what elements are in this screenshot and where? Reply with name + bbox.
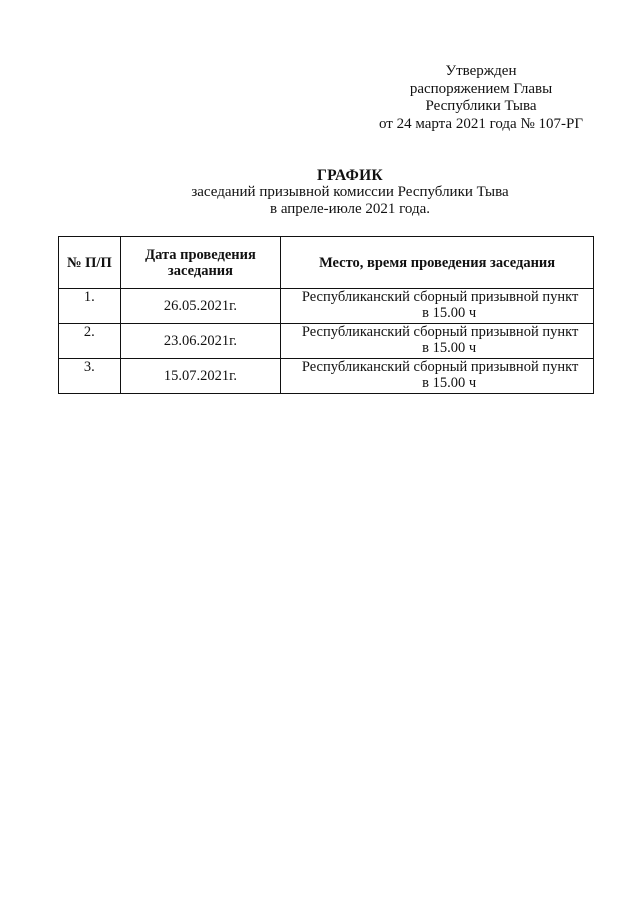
approval-block (355, 63, 607, 133)
approval-line: Утвержден (445, 63, 517, 79)
row-place-location: Республиканский сборный призывной пункт (301, 359, 579, 375)
header-date: Дата проведения заседания (120, 237, 280, 289)
table-row (59, 324, 594, 359)
table-row (59, 359, 594, 394)
schedule-table (58, 236, 594, 394)
row-place-location: Республиканский сборный призывной пункт (301, 289, 579, 305)
table-header-row (59, 237, 594, 289)
row-place-location: Республиканский сборный призывной пункт (301, 324, 579, 340)
row-number: 2. (59, 324, 121, 359)
document-subtitle: заседаний призывной комиссии Республики Тыва (191, 184, 509, 200)
document-title: ГРАФИК (317, 167, 383, 184)
row-date: 26.05.2021г. (120, 289, 280, 324)
document-subtitle: в апреле-июле 2021 года. (269, 201, 430, 217)
row-date: 15.07.2021г. (120, 359, 280, 394)
approval-line: распоряжением Главы (409, 80, 553, 97)
row-place-time: в 15.00 ч (422, 340, 477, 356)
row-number: 1. (59, 289, 121, 324)
document-heading (150, 167, 550, 218)
approval-line: Республики Тыва (425, 98, 537, 114)
row-place (281, 324, 594, 359)
approval-decree-line: от 24 марта 2021 года № 107-РГ (378, 115, 584, 132)
header-place: Место, время проведения заседания (281, 237, 594, 289)
row-place (281, 359, 594, 394)
row-number: 3. (59, 359, 121, 394)
header-number: № П/П (59, 237, 121, 289)
table-row (59, 289, 594, 324)
row-place-time: в 15.00 ч (422, 375, 477, 391)
row-place (281, 289, 594, 324)
row-place-time: в 15.00 ч (422, 305, 477, 321)
row-date: 23.06.2021г. (120, 324, 280, 359)
